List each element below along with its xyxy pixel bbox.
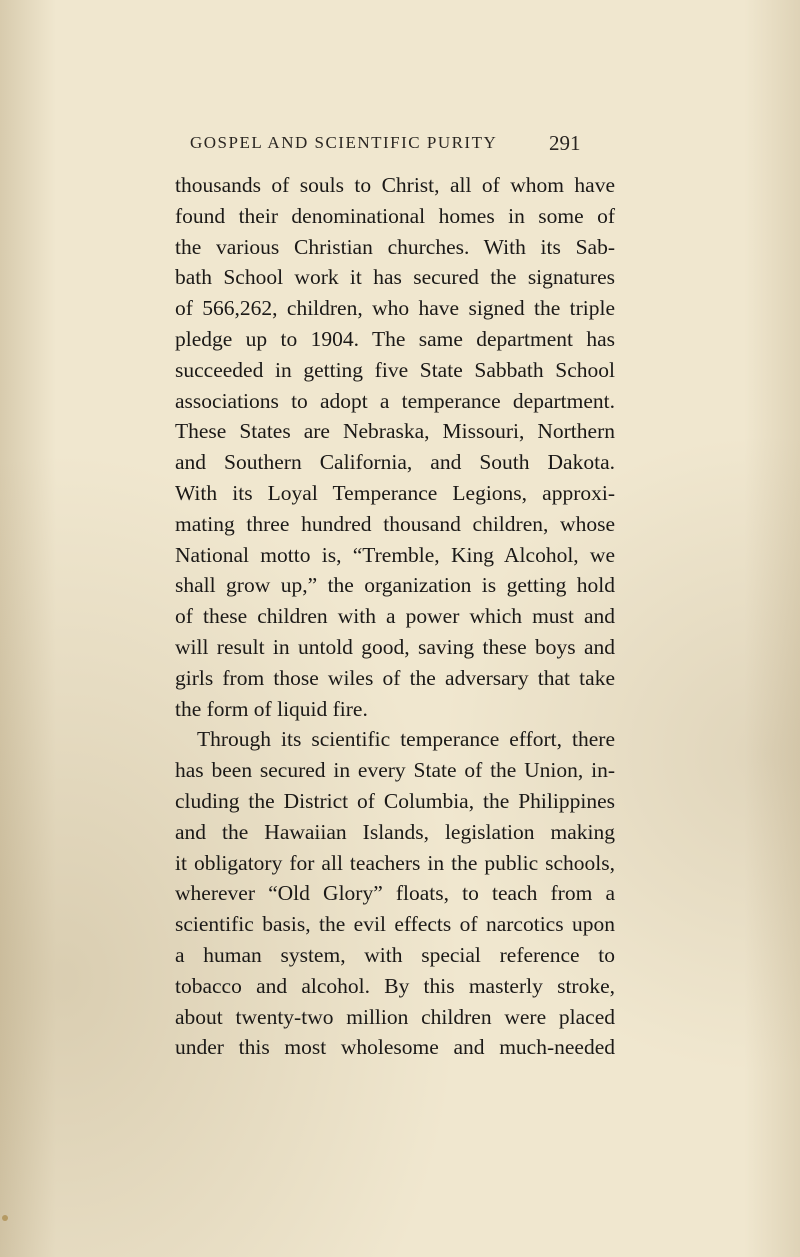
text-line: shall grow up,” the organization is getting hold <box>175 573 615 598</box>
text-line: has been secured in every State of the Union, in- <box>175 758 615 783</box>
text-line: girls from those wiles of the adversary that take <box>175 665 615 690</box>
text-line: succeeded in getting five State Sabbath School <box>175 357 615 382</box>
text-line: under this most wholesome and much-needed <box>175 1035 615 1060</box>
text-line: associations to adopt a temperance department. <box>175 388 615 413</box>
text-line: scientific basis, the evil effects of narcotics upon <box>175 912 615 937</box>
page-header <box>0 129 800 159</box>
text-line: thousands of souls to Christ, all of whom have <box>175 173 615 197</box>
text-line: of 566,262, children, who have signed the triple <box>175 296 615 321</box>
running-head: GOSPEL AND SCIENTIFIC PURITY <box>190 133 498 152</box>
paper-speck <box>2 1215 8 1221</box>
text-line: tobacco and alcohol. By this masterly stroke, <box>175 973 615 998</box>
text-line: bath School work it has secured the signatures <box>175 265 615 290</box>
text-line: pledge up to 1904. The same department has <box>175 326 615 351</box>
text-line: the various Christian churches. With its Sab- <box>175 234 615 259</box>
text-line: a human system, with special reference to <box>175 942 615 967</box>
text-line: With its Loyal Temperance Legions, approxi- <box>175 480 615 505</box>
text-line: wherever “Old Glory” floats, to teach from a <box>175 881 615 906</box>
paragraph-end-line: the form of liquid fire. <box>175 696 368 721</box>
text-line: found their denominational homes in some of <box>175 203 615 228</box>
text-line: cluding the District of Columbia, the Philippines <box>175 788 615 813</box>
text-line: will result in untold good, saving these boys and <box>175 634 615 659</box>
text-line: of these children with a power which must and <box>175 604 615 629</box>
page-number: 291 <box>549 131 581 155</box>
text-line: and the Hawaiian Islands, legislation making <box>175 819 615 844</box>
paragraph-start-line: Through its scientific temperance effort, there <box>197 727 615 752</box>
body-text <box>175 170 615 1063</box>
text-line: it obligatory for all teachers in the public schools, <box>175 850 615 875</box>
text-line: and Southern California, and South Dakota. <box>175 450 615 475</box>
text-line: about twenty-two million children were placed <box>175 1004 615 1029</box>
text-line: mating three hundred thousand children, whose <box>175 511 615 536</box>
text-line: National motto is, “Tremble, King Alcohol, we <box>175 542 615 567</box>
text-line: These States are Nebraska, Missouri, Northern <box>175 419 615 444</box>
